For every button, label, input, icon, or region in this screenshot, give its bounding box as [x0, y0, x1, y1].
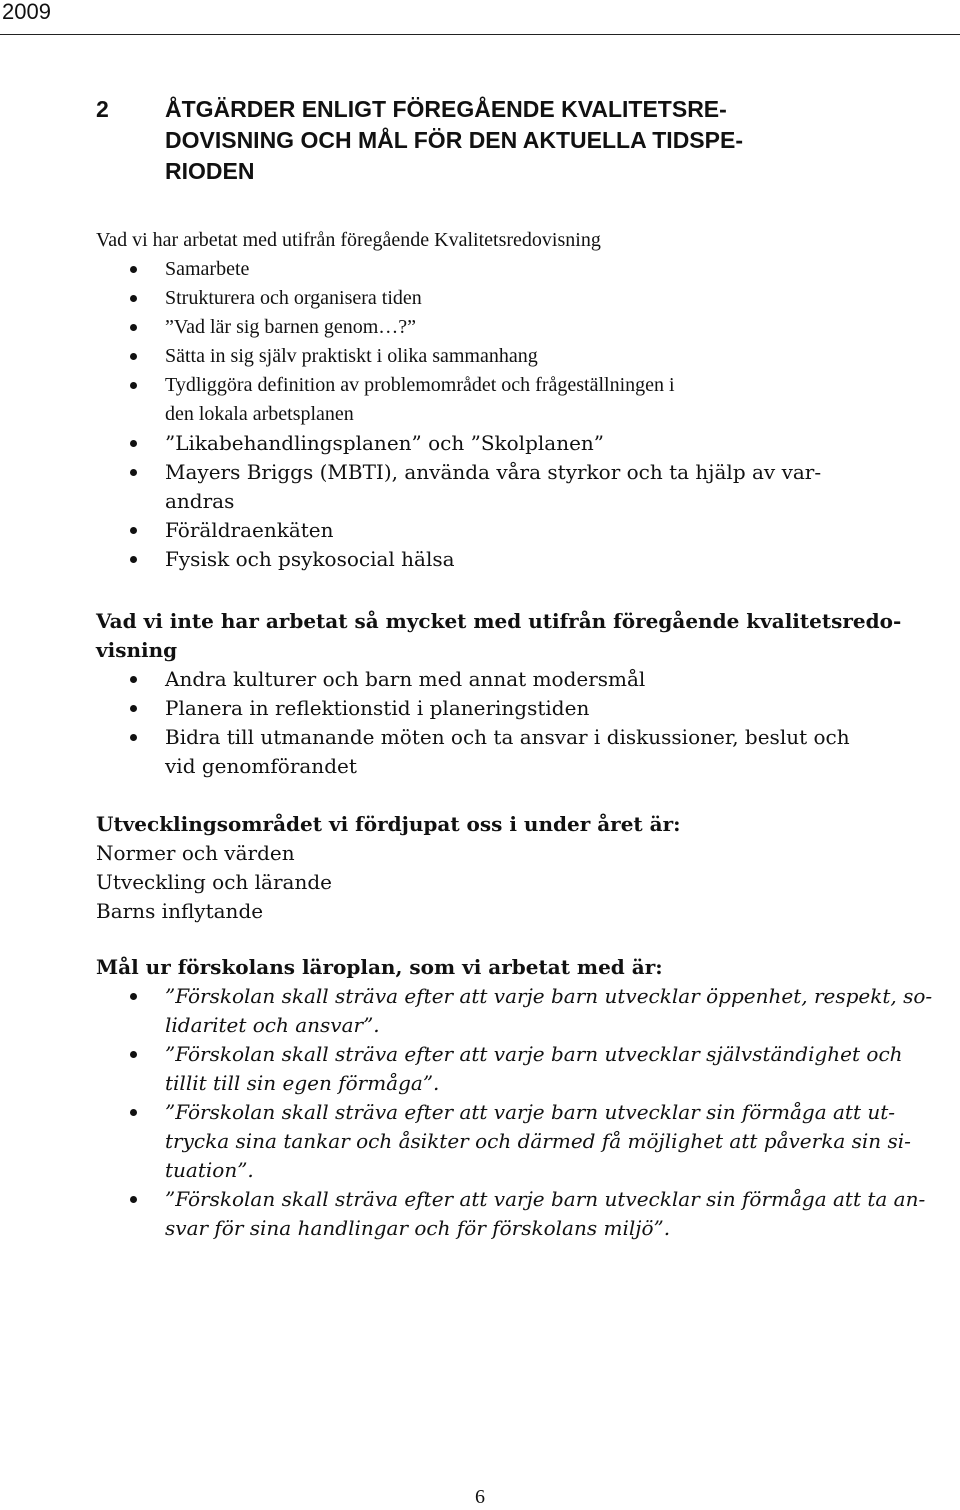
list-item-text: svar för sina handlingar och för förskolans miljö”.: [165, 1216, 671, 1240]
list-item-text: ”Vad lär sig barnen genom…?”: [165, 316, 417, 338]
section-heading: Vad vi inte har arbetat så mycket med utifrån föregående kvalitetsredo-: [96, 609, 902, 633]
list-item-text: trycka sina tankar och åsikter och därmed få möjlighet att påverka sin si-: [165, 1129, 911, 1153]
chapter-title-line: ÅTGÄRDER ENLIGT FÖREGÅENDE KVALITETSRE-: [165, 96, 727, 122]
list-item: [96, 342, 866, 371]
section-worked-on-continued: [96, 429, 866, 574]
section-not-worked-on: [96, 607, 902, 781]
list-item: [96, 982, 933, 1040]
bullet-icon: [130, 993, 137, 1000]
list-item: [96, 1185, 926, 1243]
development-area-item: Barns inflytande: [96, 899, 264, 923]
bullet-icon: [130, 527, 137, 534]
list-item-text: Bidra till utmanande möten och ta ansvar i diskussioner, beslut och: [165, 725, 850, 749]
list-item: [96, 665, 866, 694]
list-item: [96, 458, 866, 516]
list-item-text: Planera in reflektionstid i planeringstiden: [165, 696, 590, 720]
bullet-icon: [130, 1196, 137, 1203]
section-heading: Mål ur förskolans läroplan, som vi arbetat med är:: [96, 955, 663, 979]
list-item-text: ”Förskolan skall sträva efter att varje barn utvecklar självständighet och: [165, 1042, 903, 1066]
list-item: [96, 516, 866, 545]
bullet-icon: [130, 295, 137, 302]
chapter-title: [165, 94, 865, 187]
chapter-number: 2: [96, 96, 109, 122]
list-item-text: Strukturera och organisera tiden: [165, 287, 422, 309]
bullet-list: [96, 255, 866, 429]
list-item-text: Andra kulturer och barn med annat modersmål: [165, 667, 646, 691]
list-item-text: lidaritet och ansvar”.: [165, 1013, 380, 1037]
bullet-icon: [130, 1109, 137, 1116]
list-item-text: Tydliggöra definition av problemområdet och frågeställningen i: [165, 374, 675, 396]
bullet-icon: [130, 734, 137, 741]
section-development-area: [96, 810, 866, 926]
list-item: [96, 694, 866, 723]
bullet-list: [96, 429, 866, 574]
section-worked-on: [96, 226, 866, 429]
list-item-text: ”Förskolan skall sträva efter att varje barn utvecklar sin förmåga att ut-: [165, 1100, 896, 1124]
list-item: [96, 545, 866, 574]
list-item: [96, 1040, 903, 1098]
list-item: [96, 284, 866, 313]
list-item: [96, 313, 866, 342]
header-divider: [0, 34, 960, 35]
bullet-icon: [130, 705, 137, 712]
list-item-text: den lokala arbetsplanen: [165, 403, 354, 425]
list-item: [96, 255, 866, 284]
chapter-title-line: RIODEN: [165, 158, 255, 184]
list-item: [96, 723, 866, 781]
section-curriculum-goals: [96, 953, 933, 1243]
bullet-list: [96, 982, 933, 1243]
list-item-text: Samarbete: [165, 258, 250, 280]
section-heading: visning: [96, 638, 178, 662]
list-item-text: vid genomförandet: [165, 754, 357, 778]
chapter-title-line: DOVISNING OCH MÅL FÖR DEN AKTUELLA TIDSPE-: [165, 127, 743, 153]
list-item-text: Mayers Briggs (MBTI), använda våra styrkor och ta hjälp av var-: [165, 460, 822, 484]
list-item-text: Fysisk och psykosocial hälsa: [165, 547, 455, 571]
bullet-icon: [130, 353, 137, 360]
list-item-text: ”Förskolan skall sträva efter att varje barn utvecklar sin förmåga att ta an-: [165, 1187, 926, 1211]
bullet-icon: [130, 676, 137, 683]
bullet-icon: [130, 469, 137, 476]
bullet-icon: [130, 382, 137, 389]
list-item: [96, 429, 866, 458]
list-item-text: tuation”.: [165, 1158, 254, 1182]
list-item: [96, 371, 866, 429]
bullet-icon: [130, 556, 137, 563]
header-year: 2009: [2, 0, 51, 24]
page-number: 6: [475, 1486, 485, 1508]
list-item-text: ”Förskolan skall sträva efter att varje barn utvecklar öppenhet, respekt, so-: [165, 984, 933, 1008]
section-heading: Utvecklingsområdet vi fördjupat oss i under året är:: [96, 812, 681, 836]
list-item-text: Sätta in sig själv praktiskt i olika sammanhang: [165, 345, 538, 367]
bullet-icon: [130, 440, 137, 447]
bullet-icon: [130, 324, 137, 331]
bullet-icon: [130, 266, 137, 273]
development-area-item: Normer och värden: [96, 841, 295, 865]
list-item-text: andras: [165, 489, 235, 513]
bullet-list: [96, 665, 866, 781]
section-heading: Vad vi har arbetat med utifrån föregående Kvalitetsredovisning: [96, 229, 601, 251]
list-item-text: ”Likabehandlingsplanen” och ”Skolplanen”: [165, 431, 605, 455]
list-item: [96, 1098, 911, 1185]
list-item-text: Föräldraenkäten: [165, 518, 334, 542]
list-item-text: tillit till sin egen förmåga”.: [165, 1071, 440, 1095]
bullet-icon: [130, 1051, 137, 1058]
development-area-item: Utveckling och lärande: [96, 870, 332, 894]
